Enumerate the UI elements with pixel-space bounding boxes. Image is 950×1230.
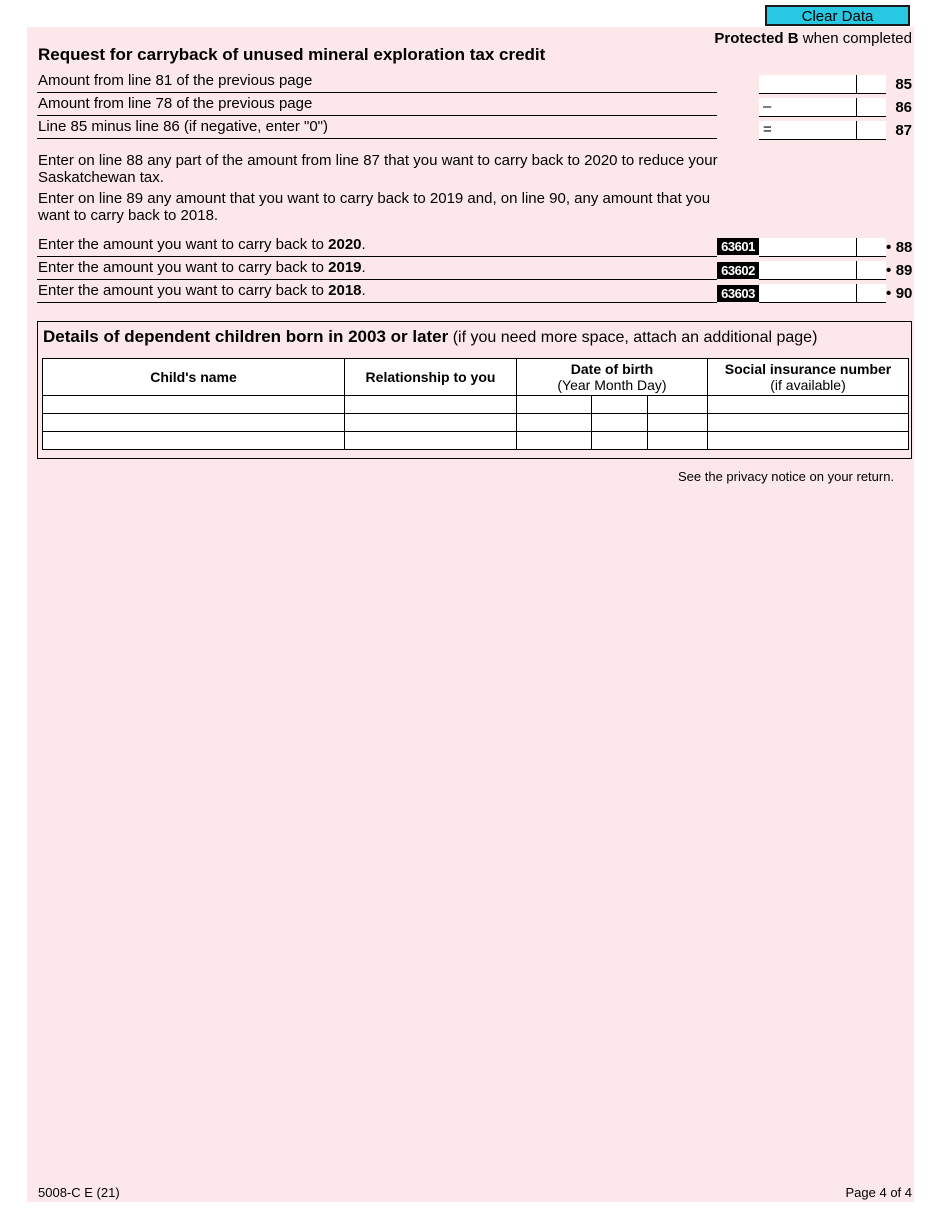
- child-name-input[interactable]: [43, 432, 345, 450]
- dob-day-input[interactable]: [648, 432, 708, 450]
- line-number-87: 87: [895, 122, 912, 139]
- line-86-label: Amount from line 78 of the previous page: [38, 95, 313, 112]
- cents-divider: [856, 98, 857, 117]
- table-header-row: [43, 359, 909, 396]
- instruction-line-88: Enter on line 88 any part of the amount from line 87 that you want to carry back to 2020 to reduce your Saskatchewan tax.: [38, 152, 718, 186]
- table-row: [43, 414, 909, 432]
- code-63601: 63601: [717, 238, 759, 255]
- relationship-input[interactable]: [345, 432, 517, 450]
- child-name-input[interactable]: [43, 414, 345, 432]
- cents-divider: [856, 121, 857, 140]
- dependents-title: Details of dependent children born in 2003 or later (if you need more space, attach an additional page): [43, 327, 818, 346]
- line-85-label: Amount from line 81 of the previous page: [38, 72, 313, 89]
- col-sin: Social insurance number (if available): [708, 359, 909, 396]
- minus-sign: –: [763, 98, 772, 115]
- underline-89: [37, 279, 717, 280]
- sin-input[interactable]: [708, 414, 909, 432]
- line-89-label: Enter the amount you want to carry back to 2019.: [38, 259, 366, 276]
- dob-day-input[interactable]: [648, 396, 708, 414]
- line-87-label: Line 85 minus line 86 (if negative, enter "0"): [38, 118, 328, 135]
- cents-divider: [856, 261, 857, 280]
- section-title: Request for carryback of unused mineral exploration tax credit: [38, 45, 546, 64]
- line-85-input[interactable]: [759, 75, 886, 94]
- dob-month-input[interactable]: [592, 414, 648, 432]
- line-86-input[interactable]: [759, 98, 886, 117]
- clear-data-button[interactable]: Clear Data: [765, 5, 910, 26]
- table-row: [43, 396, 909, 414]
- cents-divider: [856, 75, 857, 94]
- underline-88: [37, 256, 717, 257]
- relationship-input[interactable]: [345, 414, 517, 432]
- table-row: [43, 432, 909, 450]
- sin-input[interactable]: [708, 432, 909, 450]
- line-87-input[interactable]: [759, 121, 886, 140]
- page-number: Page 4 of 4: [845, 1185, 912, 1200]
- underline-90: [37, 302, 717, 303]
- form-id: 5008-C E (21): [38, 1185, 120, 1200]
- dob-year-input[interactable]: [517, 414, 592, 432]
- dob-year-input[interactable]: [517, 432, 592, 450]
- relationship-input[interactable]: [345, 396, 517, 414]
- equals-sign: =: [763, 121, 772, 138]
- line-90-number: • 90: [886, 285, 913, 302]
- underline-85: [37, 92, 717, 93]
- child-name-input[interactable]: [43, 396, 345, 414]
- line-number-85: 85: [895, 76, 912, 93]
- underline-87: [37, 138, 717, 139]
- cents-divider: [856, 238, 857, 257]
- line-90-label: Enter the amount you want to carry back to 2018.: [38, 282, 366, 299]
- line-88-number: • 88: [886, 239, 913, 256]
- dob-year-input[interactable]: [517, 396, 592, 414]
- col-date-of-birth: Date of birth (Year Month Day): [517, 359, 708, 396]
- col-relationship: Relationship to you: [345, 359, 517, 396]
- privacy-notice: See the privacy notice on your return.: [678, 469, 895, 484]
- dependents-table: [42, 358, 909, 450]
- sin-input[interactable]: [708, 396, 909, 414]
- line-number-86: 86: [895, 99, 912, 116]
- dob-month-input[interactable]: [592, 432, 648, 450]
- dob-month-input[interactable]: [592, 396, 648, 414]
- instruction-lines-89-90: Enter on line 89 any amount that you want to carry back to 2019 and, on line 90, any amount that you want to carry back to 2018.: [38, 190, 711, 224]
- cents-divider: [856, 284, 857, 303]
- line-89-input[interactable]: [759, 261, 886, 280]
- line-88-label: Enter the amount you want to carry back to 2020.: [38, 236, 366, 253]
- code-63602: 63602: [717, 262, 759, 279]
- underline-86: [37, 115, 717, 116]
- col-childs-name: Child's name: [43, 359, 345, 396]
- dob-day-input[interactable]: [648, 414, 708, 432]
- code-63603: 63603: [717, 285, 759, 302]
- line-90-input[interactable]: [759, 284, 886, 303]
- protected-label: Protected B when completed: [714, 30, 912, 47]
- line-89-number: • 89: [886, 262, 913, 279]
- line-88-input[interactable]: [759, 238, 886, 257]
